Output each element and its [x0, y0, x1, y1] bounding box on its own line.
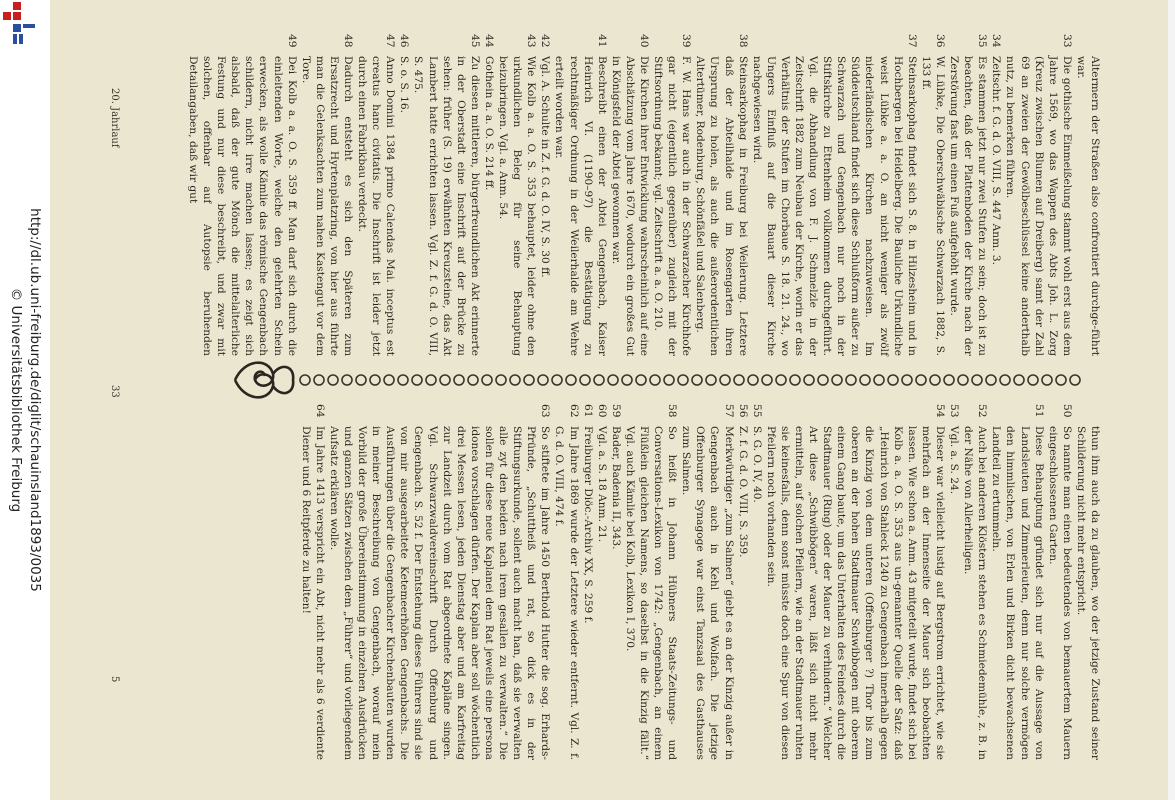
footnote-text: thun ihm auch da zu glauben, wo der jetzige Zustand seiner Schilderung nicht mehr entspricht. — [1074, 426, 1101, 760]
footnote-text: Anno Domini 1384 primo Calendas Mai. inceptus est creatus hanc civitatis. Die Inschrift ist leider jetzt durch einen Fabrikbau verdeckt. — [356, 56, 397, 356]
footnote-text: Wie Kolb a. a. O. S. 353 behauptet, leider ohne den urkundlichen Beleg für seine Behauptung beizubringen. Vgl. a. Anm. 54. — [497, 56, 538, 356]
footnote-number: 46 — [398, 34, 411, 48]
footnote-entry — [482, 34, 496, 356]
footnote-text: Die Kirchen ihrer Entwicklung wahrscheinlich auf eine Abschätzung vom Jahre 1670, wodurch ein großes Gut in Königsfeld der Abtei gewonnen war. — [609, 56, 650, 356]
footnote-number: 58 — [666, 404, 679, 418]
source-credit — [6, 208, 44, 592]
footnote-entry — [1046, 404, 1074, 760]
footnote-number: 40 — [638, 34, 650, 48]
footnote-entry — [609, 404, 623, 760]
footnote-text: Zu diesen mittleren, bürgerfreundlichen Akt erinnerte in der Oberstadt eine Inschrift auf der Brücke zu sehen: früher (S. 19) erwähnten Kreuzsteine, das Akt Lambert hatte errichten lassen. Vgl. Z. f. G. d. O. VIII, S. 475. — [412, 56, 481, 356]
footnote-text: Dieser war vielleicht lustig auf Bergstrom errichtet, wie sie mehrfach an der Innenseite der Mauer sich beobachten lassen. Wie schon a. Anm. 43 mitgeteilt wurde, findet sich bei Kolb a. a. O. S. 353 aus un-genannter Quelle der Satz: daß „Heinrich von Stahleck 1240 zu Gengenbach innerhalb gegen die Kinzig von dem unteren (Offenburger ?) Thor bis zum oberen an der hohen Stadtmauer Schwibbogen mit oberem einem Gang baute, um das Unterhalten des Feindes durch die Stadtmauer (Ring) oder der Mauer zu verhindern.“ Welcher Art diese „Schwibbögen“ waren, läßt sich nicht mehr ermitteln, auf solchen Pfeilern, wie an der Stadtmauer ruhten sie keinesfalls, denn sonst müsste doch eine Spur von diesen Pfeilern noch vorhanden sein. — [764, 426, 946, 761]
footnote-text: Bader, Badenia II, 343. — [609, 426, 622, 550]
footnote-text: Gothein a. a. O. S. 214 ff. — [482, 56, 495, 191]
footnote-text: Die gothische Einmeißelung stammt wohl erst aus dem Jahre 1569, wo das Wappen des Abts Joh. L. Zorg (Kreuz zwischen Blumen auf Dreiberg) samt der Zahl 69 an zweien der Gewölbeschlüssel keine anderthalb nutz, zu bemerken führen. — [1004, 56, 1073, 356]
footnote-number: 47 — [384, 34, 397, 48]
footnote-text: Altermern der Straßen also confrontiert durchge-führt war. — [1074, 56, 1101, 356]
viewer-left-margin — [0, 0, 50, 800]
footnote-entry — [496, 34, 538, 356]
footnote-entry — [750, 34, 919, 356]
footnote-number: 51 — [1032, 404, 1045, 418]
ornament-divider — [255, 356, 1100, 404]
footnote-text: Dei Kolb a. a. O. S. 359 ff. Man darf sich durch die einleitenden Worte, welche den gelehrten Schein erwecken, als wolle Kämlie das römische Gengenbach schildern, nicht irre machen lassen; es zeigt sich alsbald, daß der gute Mönch die mittelalterliche Festung und nur diese beschreibt, und zwar mit solchen, offenbar auf Autopsie beruhenden Detailangaben, daß wir gut — [187, 56, 298, 356]
footnote-number: 38 — [736, 34, 749, 48]
footnote-entry — [552, 34, 608, 356]
footnote-entry — [961, 404, 989, 760]
footnote-entry — [989, 34, 1003, 356]
footnote-number: 53 — [948, 404, 961, 418]
footnote-number: 44 — [482, 34, 495, 48]
footnote-entry — [609, 34, 651, 356]
footnote-text: Beschreibt einen der Abtei Gengenbach, Kaiser Heinrich VI. (1190–97) die Bestätigung zu rechtmäßiger Ordnung in der Weilerhalde am Wehre erteilt worden war. — [553, 56, 608, 356]
footnote-entry — [552, 404, 580, 760]
footnote-text: Im Jahre 1869 wurde der Letztere wieder entfernt. Vgl. Z. f. G. d. O. VIII, 474 f. — [553, 426, 580, 760]
footnote-number: 43 — [525, 34, 538, 48]
footnote-text: So nannte man einen bedeutendes von bemauertem Mauern eingeschlossenen Garten. — [1046, 426, 1073, 760]
footnote-text: Zeitschr. f. G. d. O. VIII, S. 447 Anm. 3. — [990, 56, 1003, 266]
footnote-number: 50 — [1060, 404, 1073, 418]
footnote-text: Z. f. G. d. O. VIII, S. 359. — [736, 426, 749, 558]
footnote-entry — [989, 404, 1045, 760]
page-number: 33 — [109, 385, 120, 398]
footnote-text: Auch bei anderen Klöstern stehen es Schmiedemühle, z. B. in der Nähe von Allerheiligen. — [962, 426, 989, 760]
footnote-text: Dadurch entsteht es sich den Späteren zum Ersatzrecht und Hyrtenplatzring, von hier aus führte man die Gelenksachten zum nahen Kastengut vor dem Tore. — [299, 56, 355, 356]
page-footer-journal: 20. Jahrlauf — [109, 88, 120, 148]
footnote-number: 64 — [313, 404, 326, 418]
footnote-text: Vgl. a. S. 24. — [948, 426, 961, 495]
footnote-entry — [947, 404, 961, 760]
footnote-column-upper — [187, 34, 1102, 356]
footnote-entry — [736, 404, 750, 760]
footnote-entry — [411, 34, 481, 356]
footnote-number: 59 — [609, 404, 622, 418]
footnote-number: 56 — [736, 404, 749, 418]
source-url[interactable]: http://dl.ub.uni-freiburg.de/diglit/schauinsland1893/0035 — [27, 208, 43, 592]
footnote-text: Es stammen jetzt nur zwei Stufen zu sein; doch ist zu beachten, daß der Plattenboden der Kirche nach der Zerstörung fast um einen Fuß aufgehöht wurde. — [948, 56, 989, 356]
signature-mark: 5 — [109, 676, 120, 683]
ornamental-divider-icon — [235, 363, 293, 398]
footnote-number: 52 — [976, 404, 989, 418]
footnote-number: 45 — [468, 34, 481, 48]
footnote-number: 55 — [750, 404, 763, 418]
footnote-text: Steinsarkophag in Freiburg bei Weilerung. Letztere daß der Abteilhalde und im Rosengarten ihren Ursprung zu holen, als auch die außerordentlichen Altertümer, Rodenburg, Schönfäßel und Salenberg. — [694, 56, 749, 356]
footnote-entry — [581, 404, 595, 760]
footnote-entry — [299, 404, 327, 760]
scanned-page — [50, 0, 1168, 800]
library-logo-icon — [0, 0, 44, 46]
footnote-text: Diese Behauptung gründet sich nur auf die Aussage von Landsleuten und Zimmerleuten, denn nur solche vermögen den himmlischen, von Erlen und Birken dicht bewachsenen Landteil zu ertummeln. — [990, 426, 1045, 760]
footnote-number: 35 — [976, 34, 989, 48]
footnote-entry — [764, 404, 947, 760]
footnote-entry — [679, 404, 735, 760]
footnote-number: 36 — [933, 34, 946, 48]
footnote-text: W. Lübke, Die Oberschwäbische Schwarzach 1882, S. 133 ff. — [919, 56, 946, 356]
footnote-number: 60 — [595, 404, 608, 418]
footnote-entry — [327, 404, 553, 760]
footnote-number: 54 — [933, 404, 946, 418]
footnote-entry — [947, 34, 989, 356]
footnote-text: So stiftete im Jahre 1450 Berthold Hutter die sog. Erhards-Pfründe, „Schuttheiß und rat, so dick es in der Stiftungsurkunde, sollent auch macht han, daß sie verwalten alle zyt den beiden nach irem gesallen zu verwalten.“ Die sollen für diese neue Kaplanei dem Rat jeweils eine persona idonea vorschlagen dürfen. Der Kaplan aber soll wöchentlich drei Messen lesen, jeden Dienstag aber und am Karfreitag zur Landzeit durch vom Rat abgeordnete Kapläne singen. Vgl. Schwarzwaldvereinschrift Durch Offenburg und Gengenbach. S. 52 f. Der Entstehung dieses Führers sind sie von mir ausgearbeitete Ketemeerhöhen Gengenbachs. Die Ausführungen über die Gengenbacher Kirchenbauten wurden in meiner Beschreibung von Gengenbach, worauf mein Vorbild der große Übereinstimmung in einzelnen Ausdrücken und ganzen Sätzen zwischen dem „Führer“ und vorliegendem Aufsatz erklären wolle. — [327, 426, 552, 760]
footnote-entry — [1003, 34, 1073, 356]
footnote-number: 33 — [1060, 34, 1073, 48]
footnote-text: Steinsarkophag findet sich S. 8. in Hilzesheim und in Hochbergen bei Heidelberg. Die Bauliche Urkundliche weist Lübke a. a. O. an nicht weniger als zwölf niederländischen Kirchen nachzuweisen. Im Süddeutschland findet sich diese Schlußform außer zu Schwarzach und Gengenbach nur noch in der Stiftskirche zu Ettenheim vollkommen durchgeführt. Vgl. die Abhandlung von F. J. Schmelzle in der Zeitschrift 1882 zum Neubau der Kirche, worin er das Verhältnis der Stufen im Chorbaue S. 18. 21. 24., wo Ungers Einfluß auf die Bauart dieser Kirche nachgewiesen wird. — [750, 56, 918, 356]
footnote-entry — [750, 404, 764, 760]
footnote-text: S. o. S. 16. — [398, 56, 411, 114]
footnote-number: 39 — [680, 34, 693, 48]
footnote-entry — [1074, 34, 1102, 356]
footnote-text: Im Jahre 1413 verspricht ein Abt, nicht mehr als 6 verdiente Diener und 6 Reitpferde zu halten! — [299, 426, 326, 760]
footnote-entry — [623, 404, 679, 760]
footnote-number: 48 — [342, 34, 355, 48]
footnote-column-lower — [299, 404, 1102, 761]
copyright-notice: © Universitätsbibliothek Freiburg — [8, 287, 24, 513]
ornament-chain-icon — [300, 375, 1080, 385]
footnote-entry — [919, 34, 947, 356]
footnote-entry — [1074, 404, 1102, 760]
footnote-entry — [397, 34, 411, 356]
footnote-number: 63 — [539, 404, 552, 418]
footnote-entry — [299, 34, 355, 356]
page-content-rotated — [50, 0, 1168, 800]
footnote-text: Freiburger Diöc.-Archiv XX, S. 259 f. — [581, 426, 594, 624]
footnote-number: 41 — [595, 34, 608, 48]
footnote-entry — [693, 34, 749, 356]
footnote-number: 49 — [285, 34, 298, 48]
footnote-number: 34 — [990, 34, 1003, 48]
footnote-text: Vgl. a. S. 18 Anm. 21. — [595, 426, 608, 543]
footnote-entry — [186, 34, 299, 356]
footnote-text: S. G. O. IV, 40. — [750, 426, 763, 503]
footnote-entry — [651, 34, 693, 356]
footnote-number: 62 — [567, 404, 580, 418]
footnote-text: Vgl. A. Schulte in Z. f. G. d. O. IV, S. 30 ff. — [539, 56, 552, 278]
footnote-text: So heißt in Johann Hübners Staats-Zeitungs- und Conversations-Lexikon von 1742: „Gengenbach, an einem Flüßlein gleichen Namens, so daselbst in die Kinzig fällt.“ Vgl. auch Kämlie bei Kolb, Lexikon I, 370. — [623, 426, 679, 760]
footnote-entry — [595, 404, 609, 760]
footnote-text: Merkwürdiger „zum Salmen“ giebt es an der Kinzig außer in Gengenbach auch in Kehl und Wolfach. Die jetzige Offenburger Synagoge war einst Tanzsaal des Gasthauses zum Salmen. — [680, 426, 735, 760]
footnote-number: 57 — [722, 404, 735, 418]
footnote-number: 61 — [581, 404, 594, 418]
footnote-text: F. W. Hans war auch in der Schwarzacher Kirchhofe gar nicht (eigentlich gegenüber) zugleich mit der Stiftsordnung bekannt; vgl. Zeitschrift a. a. O. 210. — [652, 56, 693, 356]
footnote-entry — [355, 34, 397, 356]
footnote-entry — [538, 34, 552, 356]
footnote-number: 37 — [905, 34, 918, 48]
footnote-number: 42 — [539, 34, 552, 48]
viewer-right-edge — [1168, 0, 1175, 800]
